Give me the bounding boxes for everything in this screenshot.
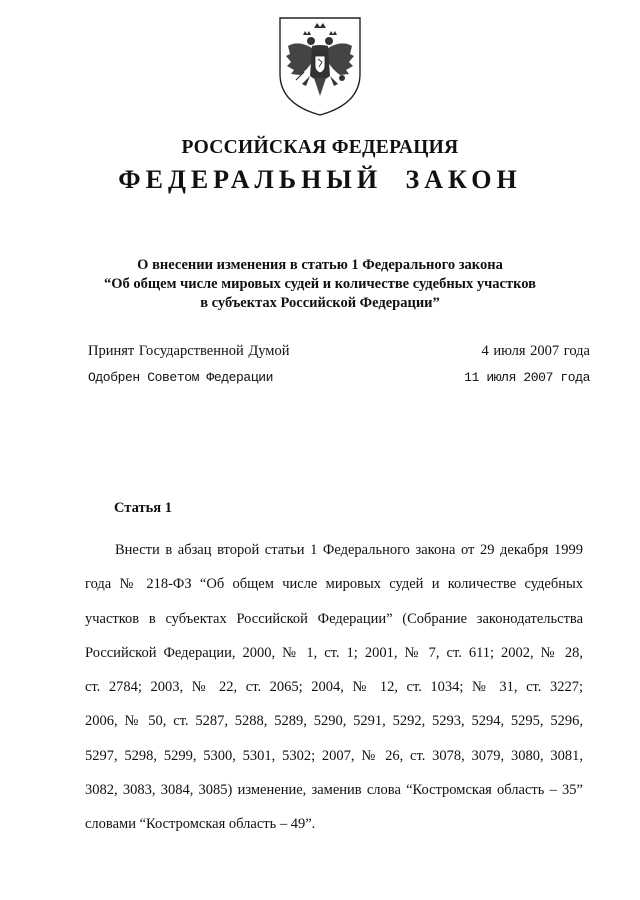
- body-line: 2006, № 50, ст. 5287, 5288, 5289, 5290, 5291, 5292, 5293, 5294, 5295, 5296,: [85, 713, 583, 730]
- article-body: [85, 533, 583, 842]
- adoption-date: 4 июля 2007 года: [481, 343, 590, 359]
- law-title: [60, 256, 580, 313]
- law-title-line: О внесении изменения в статью 1 Федерального закона: [137, 257, 503, 273]
- body-line: ст. 2784; 2003, № 22, ст. 2065; 2004, № 12, ст. 1034; № 31, ст. 3227;: [85, 679, 583, 696]
- body-line: 3082, 3083, 3084, 3085) изменение, заменив слова “Костромская область – 35”: [85, 782, 583, 799]
- body-line: участков в субъектах Российской Федерации” (Собрание законодательства: [85, 610, 583, 627]
- document-type: ФЕДЕРАЛЬНЫЙ ЗАКОН: [118, 165, 522, 194]
- body-line: словами “Костромская область – 49”.: [85, 816, 316, 833]
- russian-coat-of-arms-icon: [274, 14, 366, 118]
- article-heading: Статья 1: [114, 500, 172, 516]
- body-line: года № 218-ФЗ “Об общем числе мировых судей и количестве судебных: [85, 576, 583, 593]
- body-line: Российской Федерации, 2000, № 1, ст. 1; 2001, № 7, ст. 611; 2002, № 28,: [85, 644, 583, 661]
- law-title-line: в субъектах Российской Федерации”: [200, 295, 440, 311]
- body-line: 5297, 5298, 5299, 5300, 5301, 5302; 2007, № 26, ст. 3078, 3079, 3080, 3081,: [85, 747, 583, 764]
- body-line: Внести в абзац второй статьи 1 Федерального закона от 29 декабря 1999: [115, 542, 583, 558]
- country-name: РОССИЙСКАЯ ФЕДЕРАЦИЯ: [181, 137, 459, 158]
- adoption-label: Принят Государственной Думой: [88, 343, 290, 359]
- approval-date: 11 июля 2007 года: [464, 370, 590, 385]
- approval-label: Одобрен Советом Федерации: [88, 370, 274, 385]
- law-title-line: “Об общем числе мировых судей и количестве судебных участков: [104, 276, 536, 292]
